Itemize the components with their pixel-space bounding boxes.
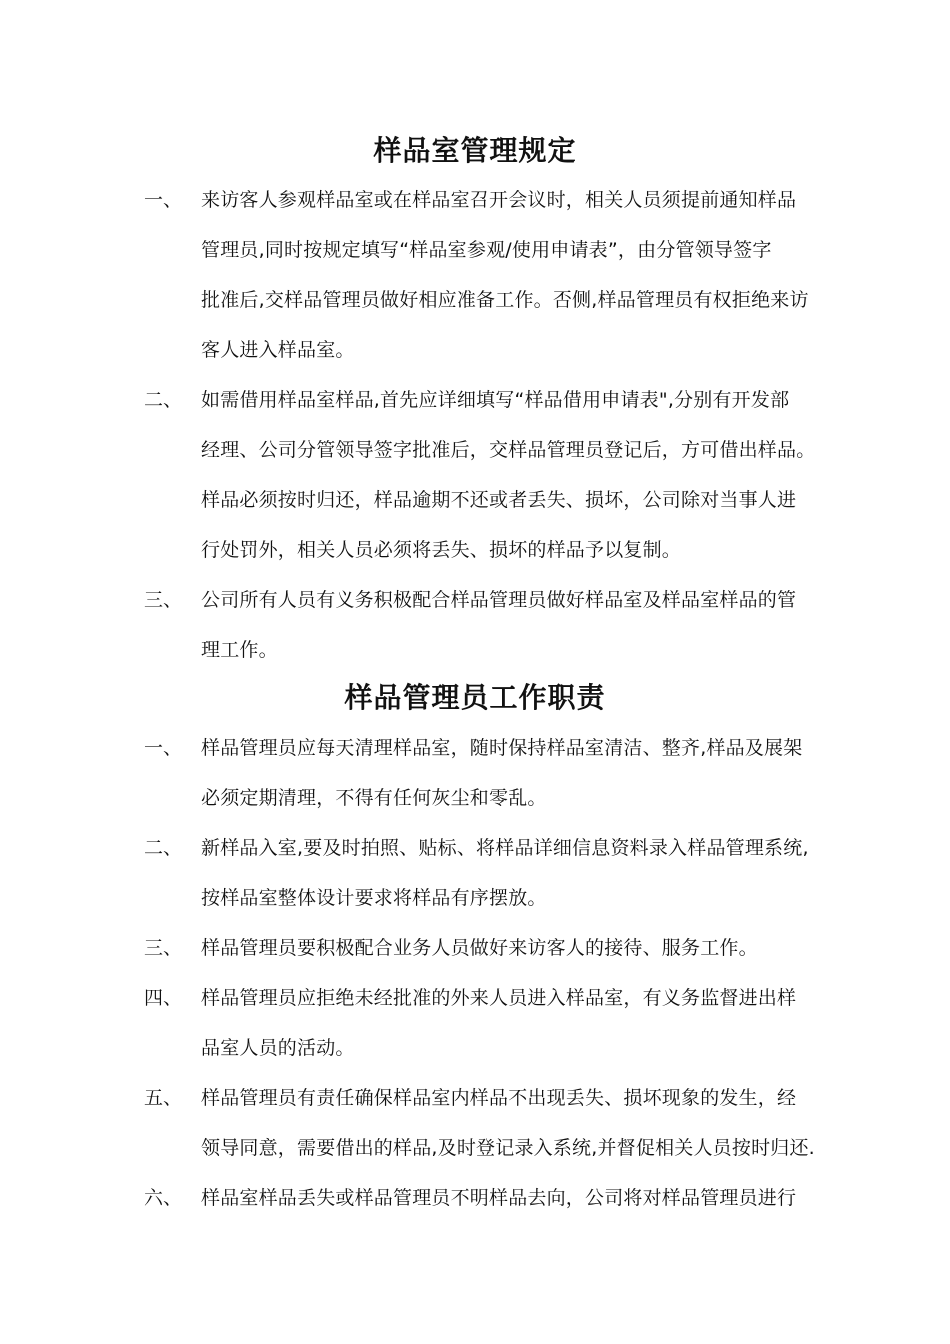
paragraph-line: 批准后,交样品管理员做好相应准备工作。否侧,样品管理员有权拒绝来访 [201, 289, 809, 311]
list-item [0, 1073, 950, 1173]
sample-manager-duties-list [0, 723, 950, 1223]
sample-room-rules-list [0, 175, 950, 675]
list-item [0, 375, 950, 575]
paragraph-line: 公司所有人员有义务积极配合样品管理员做好样品室及样品室样品的管 [201, 589, 797, 611]
paragraph-line: 按样品室整体设计要求将样品有序摆放。 [201, 887, 547, 909]
paragraph-line: 样品管理员要积极配合业务人员做好来访客人的接待、服务工作。 [201, 937, 758, 959]
paragraph-line: 如需借用样品室样品,首先应详细填写“样品借用申请表",分别有开发部 [201, 389, 790, 411]
paragraph-line: 新样品入室,要及时拍照、贴标、将样品详细信息资料录入样品管理系统, [201, 837, 809, 859]
paragraph-line: 样品必须按时归还，样品逾期不还或者丢失、损坏，公司除对当事人进 [201, 489, 797, 511]
paragraph-line: 样品管理员应每天清理样品室，随时保持样品室清洁、整齐,样品及展架 [201, 737, 803, 759]
section-title-sample-manager-duties: 样品管理员工作职责 [344, 681, 606, 714]
item-number: 五、 [144, 1087, 183, 1109]
item-number: 一、 [144, 737, 183, 759]
paragraph-line: 品室人员的活动。 [201, 1037, 355, 1059]
list-item [0, 175, 950, 375]
item-number: 六、 [144, 1187, 183, 1209]
item-number: 二、 [144, 837, 183, 859]
paragraph-line: 样品管理员应拒绝未经批准的外来人员进入样品室，有义务监督进出样 [201, 987, 797, 1009]
paragraph-line: 必须定期清理，不得有任何灰尘和零乱。 [201, 787, 547, 809]
paragraph-line: 来访客人参观样品室或在样品室召开会议时，相关人员须提前通知样品 [201, 189, 797, 211]
paragraph-line: 样品室样品丢失或样品管理员不明样品去向，公司将对样品管理员进行 [201, 1187, 797, 1209]
list-item [0, 923, 950, 973]
paragraph-line: 经理、公司分管领导签字批准后，交样品管理员登记后，方可借出样品。 [201, 439, 816, 461]
list-item [0, 723, 950, 823]
item-number: 四、 [144, 987, 183, 1009]
item-number: 二、 [144, 389, 183, 411]
item-number: 三、 [144, 937, 183, 959]
paragraph-line: 管理员,同时按规定填写“样品室参观/使用申请表”，由分管领导签字 [201, 239, 772, 261]
list-item [0, 1173, 950, 1223]
section-title-sample-room-rules: 样品室管理规定 [373, 134, 577, 167]
item-number: 三、 [144, 589, 183, 611]
list-item [0, 823, 950, 923]
paragraph-line: 客人进入样品室。 [201, 339, 355, 361]
paragraph-line: 行处罚外，相关人员必须将丢失、损坏的样品予以复制。 [201, 539, 682, 561]
paragraph-line: 理工作。 [201, 639, 278, 661]
list-item [0, 575, 950, 675]
list-item [0, 973, 950, 1073]
paragraph-line: 样品管理员有责任确保样品室内样品不出现丢失、损坏现象的发生，经 [201, 1087, 797, 1109]
paragraph-line: 领导同意，需要借出的样品,及时登记录入系统,并督促相关人员按时归还. [201, 1137, 815, 1159]
item-number: 一、 [144, 189, 183, 211]
